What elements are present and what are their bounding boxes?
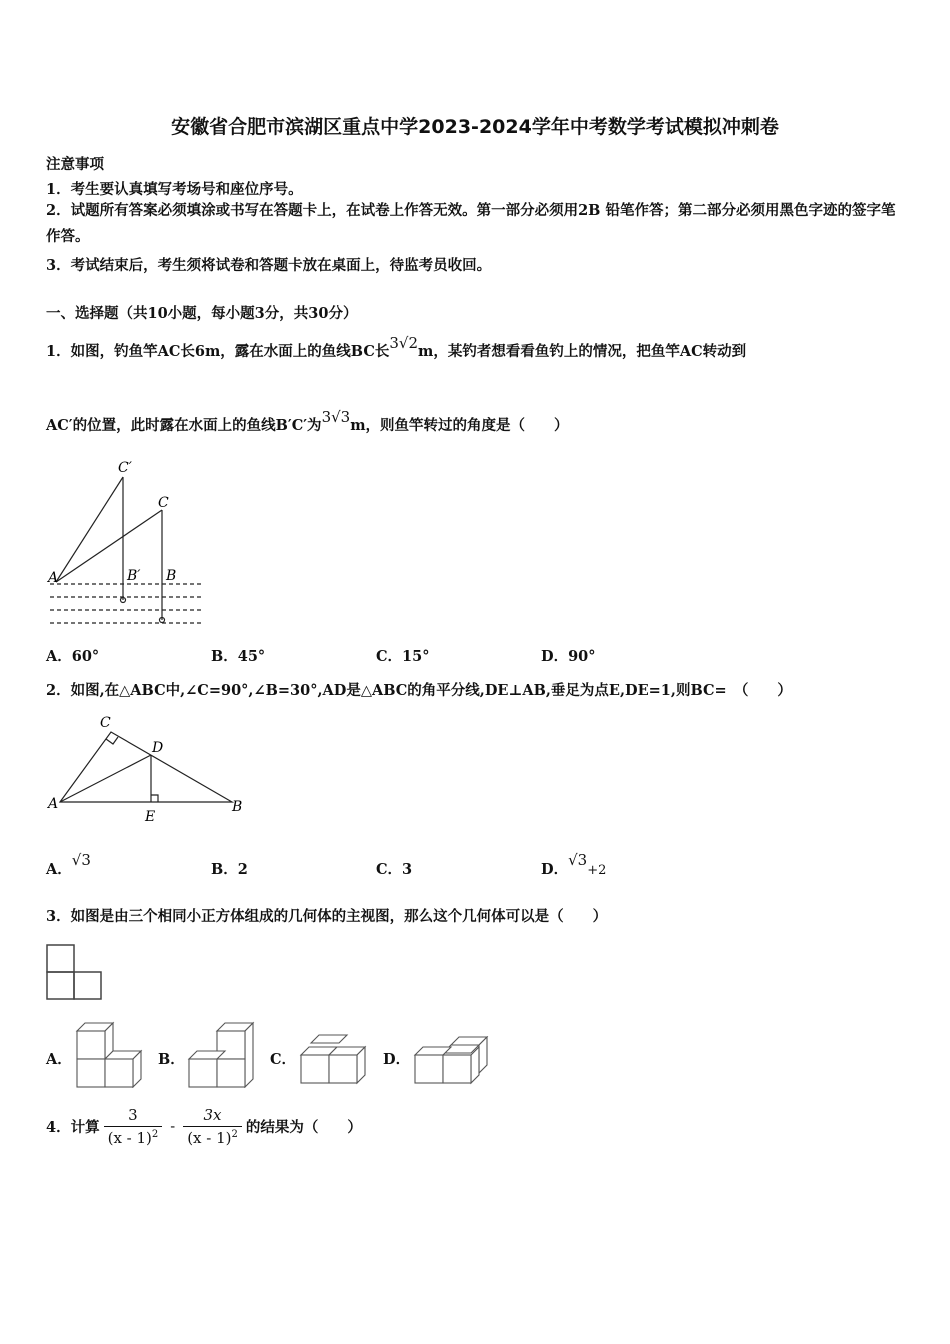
q2-label-b: B — [232, 799, 243, 815]
q1-label-c-prime: C′ — [118, 460, 132, 476]
q4-prefix: 4．计算 — [46, 1119, 100, 1136]
q1-label-c: C — [158, 495, 169, 511]
q2-option-a[interactable] — [46, 851, 91, 879]
q1-option-a[interactable]: A．60° — [46, 648, 100, 665]
q2-option-b[interactable] — [211, 858, 248, 879]
q3-option-b[interactable]: B． — [158, 1051, 185, 1068]
q1-stem-line2 — [46, 408, 569, 435]
q1-radical-1: 3√2 — [389, 334, 419, 352]
notice-item-3: 3．考试结束后，考生须将试卷和答题卡放在桌面上，待监考员收回。 — [46, 257, 492, 274]
notice-item-1: 1．考生要认真填写考场号和座位序号。 — [46, 181, 303, 198]
q2-option-b-value: 2 — [237, 861, 248, 878]
section-heading: 一、选择题（共10小题，每小题3分，共30分） — [46, 305, 358, 322]
q2-option-a-value: √3 — [71, 851, 91, 869]
q4-fraction-2 — [183, 1106, 242, 1147]
q4-stem — [46, 1106, 362, 1147]
q3-option-b-figure — [186, 1018, 258, 1088]
q1-figure — [44, 455, 214, 635]
q4-frac2-denominator — [183, 1126, 242, 1147]
q4-minus: - — [170, 1118, 176, 1135]
q2-stem: 2．如图,在△ABC中,∠C=90°,∠B=30°,AD是△ABC的角平分线,DE⊥AB,垂足为点E,DE=1,则BC= （ ） — [46, 682, 792, 699]
q1-text-a: 1．如图，钓鱼竿AC长6m，露在水面上的鱼线BC长 — [46, 343, 390, 360]
page-title: 安徽省合肥市滨湖区重点中学2023-2024学年中考数学考试模拟冲刺卷 — [171, 116, 779, 138]
q1-stem-line1 — [46, 334, 747, 361]
q2-option-c-value: 3 — [402, 861, 413, 878]
q3-option-d[interactable]: D． — [383, 1051, 411, 1068]
q3-option-a-figure — [74, 1018, 144, 1088]
q4-frac1-denominator — [104, 1126, 163, 1147]
q3-front-view — [46, 944, 106, 1004]
q2-label-c: C — [100, 715, 111, 731]
notice-heading: 注意事项 — [46, 156, 104, 173]
q2-option-c[interactable] — [376, 858, 412, 879]
q1-label-a: A — [48, 570, 59, 586]
q1-text-c: AC′的位置，此时露在水面上的鱼线B′C′为 — [46, 417, 322, 434]
q2-option-a-label: A． — [46, 861, 72, 878]
notice-item-2: 2．试题所有答案必须填涂或书写在答题卡上，在试卷上作答无效。第一部分必须用2B 铅笔作答；第二部分必须用黑色字迹的签字笔作答。 — [46, 202, 896, 245]
q1-option-b[interactable]: B．45° — [211, 648, 266, 665]
q3-stem: 3．如图是由三个相同小正方体组成的几何体的主视图，那么这个几何体可以是（ ） — [46, 908, 608, 925]
q2-option-d-label: D． — [541, 861, 569, 878]
q4-frac1-den-base: (x - 1) — [107, 1129, 152, 1147]
q2-figure — [44, 710, 254, 825]
q1-option-c[interactable]: C．15° — [376, 648, 430, 665]
q2-label-e: E — [145, 809, 156, 825]
q2-option-d-suffix: +2 — [587, 863, 607, 878]
q1-text-d: m，则鱼竿转过的角度是（ ） — [350, 417, 569, 434]
q1-option-d[interactable]: D．90° — [541, 648, 596, 665]
q2-option-d[interactable] — [541, 851, 607, 879]
q3-option-a[interactable]: A． — [46, 1051, 72, 1068]
q4-frac2-den-base: (x - 1) — [187, 1129, 232, 1147]
q4-frac1-numerator: 3 — [128, 1106, 138, 1124]
q4-frac2-exponent: 2 — [231, 1129, 238, 1140]
q2-option-b-label: B． — [211, 861, 238, 878]
q4-suffix: 的结果为（ ） — [245, 1119, 362, 1136]
q4-frac2-numerator: 3x — [203, 1106, 222, 1124]
q1-label-b-prime: B′ — [127, 568, 141, 584]
q2-label-a: A — [48, 796, 59, 812]
q1-radical-2: 3√3 — [321, 408, 351, 426]
q3-option-d-figure — [412, 1036, 494, 1090]
q3-option-c-figure — [298, 1034, 370, 1090]
q3-option-c[interactable]: C． — [270, 1051, 297, 1068]
q1-text-b: m，某钓者想看看鱼钓上的情况，把鱼竿AC转动到 — [418, 343, 747, 360]
q1-label-b: B — [166, 568, 177, 584]
q2-label-d: D — [152, 740, 164, 756]
q4-fraction-1 — [104, 1106, 163, 1147]
q2-option-d-value: √3 — [568, 851, 588, 869]
q2-option-c-label: C． — [376, 861, 403, 878]
q4-frac1-exponent: 2 — [151, 1129, 159, 1140]
